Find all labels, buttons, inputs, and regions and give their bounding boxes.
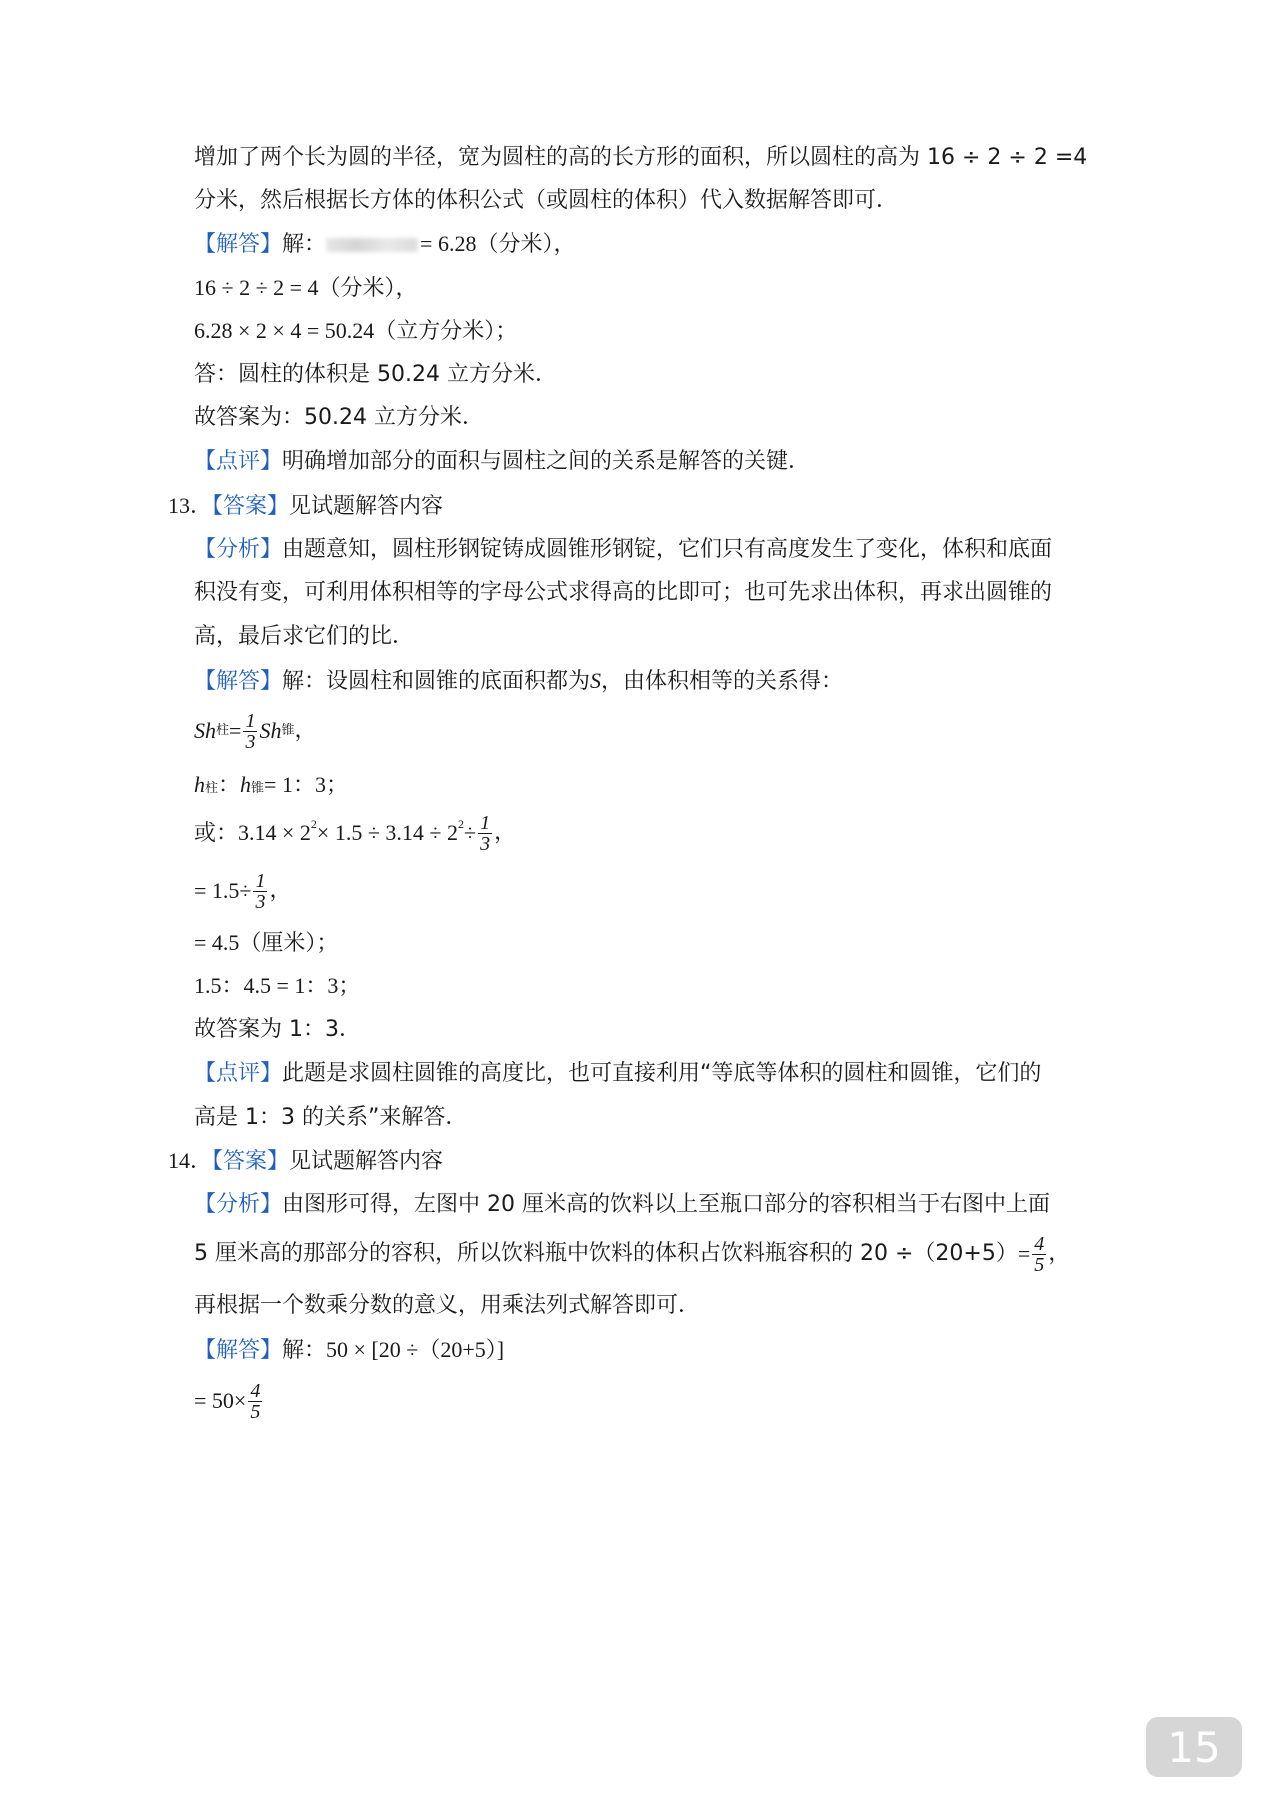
solution-tag: 【解答】 bbox=[194, 669, 283, 694]
subscript: 柱 bbox=[205, 781, 219, 796]
numerator: 1 bbox=[255, 869, 266, 892]
punct: ， bbox=[494, 820, 517, 845]
answer-line: 故答案为 1：3． bbox=[194, 1017, 361, 1042]
text-span: 此题是求圆柱圆锥的高度比，也可直接利用“等底等体积的圆柱和圆锥，它们的 bbox=[282, 1061, 1042, 1086]
solution-line bbox=[194, 228, 575, 261]
solution-line bbox=[194, 665, 843, 698]
question-13-header bbox=[168, 490, 443, 523]
fraction bbox=[248, 1381, 262, 1422]
equals-sign: = bbox=[229, 718, 242, 743]
equation-line: 6.28 × 2 × 4 = 50.24（立方分米）； bbox=[194, 318, 518, 343]
colon: ： bbox=[218, 773, 241, 798]
punct: ， bbox=[1048, 1241, 1071, 1266]
text-span: 由图形可得，左图中 20 厘米高的饮料以上至瓶口部分的容积相当于右图中上面 bbox=[282, 1192, 1050, 1217]
denominator: 3 bbox=[245, 730, 256, 753]
text-span: 由题意知，圆柱形钢锭铸成圆锥形钢锭，它们只有高度发生了变化，体积和底面 bbox=[282, 537, 1053, 562]
answer-line: 故答案为：50.24 立方分米． bbox=[194, 405, 484, 430]
analysis-line: 再根据一个数乘分数的意义，用乘法列式解答即可． bbox=[194, 1293, 701, 1318]
math-term: h bbox=[240, 772, 252, 797]
numerator: 1 bbox=[245, 709, 256, 732]
comment-line: 高是 1：3 的关系”来解答． bbox=[194, 1105, 468, 1130]
numerator: 1 bbox=[480, 811, 491, 834]
subscript: 锥 bbox=[281, 723, 295, 738]
answer-tag: 【答案】 bbox=[212, 1149, 290, 1174]
page-number-badge: 15 bbox=[1146, 1717, 1242, 1777]
text-span: 解：50 × [20 ÷（20+5）] bbox=[282, 1337, 505, 1362]
text-span: × 1.5 ÷ 3.14 ÷ 2 bbox=[316, 820, 458, 845]
text-span: = 50× bbox=[194, 1388, 247, 1413]
text-span: 5 厘米高的那部分的容积，所以饮料瓶中饮料的体积占饮料瓶容积的 20 ÷（20+5） bbox=[194, 1241, 1018, 1266]
denominator: 3 bbox=[480, 832, 491, 855]
equation-line bbox=[194, 706, 316, 756]
solution-tag: 【解答】 bbox=[194, 1338, 283, 1363]
punct: ， bbox=[294, 718, 317, 743]
text-line: 增加了两个长为圆的半径，宽为圆柱的高的长方形的面积，所以圆柱的高为 16 ÷ 2 ÷ 2 =4 bbox=[194, 145, 1088, 170]
text-span: 解：设圆柱和圆锥的底面积都为 bbox=[282, 669, 591, 694]
question-number: 14． bbox=[168, 1148, 213, 1173]
math-term: Sh bbox=[194, 718, 216, 743]
comment-tag: 【点评】 bbox=[194, 449, 283, 474]
comment-line bbox=[194, 1058, 1041, 1090]
text-span: = 1：3； bbox=[264, 772, 348, 797]
numerator: 4 bbox=[250, 1379, 261, 1402]
comment-tag: 【点评】 bbox=[194, 1061, 283, 1086]
analysis-line: 积没有变，可利用体积相等的字母公式求得高的比即可；也可先求出体积，再求出圆锥的 bbox=[194, 580, 1053, 605]
subscript: 柱 bbox=[216, 723, 230, 738]
analysis-tag: 【分析】 bbox=[194, 537, 283, 562]
text-span: 明确增加部分的面积与圆柱之间的关系是解答的关键． bbox=[282, 449, 811, 474]
equation-line: 16 ÷ 2 ÷ 2 = 4（分米）， bbox=[194, 275, 418, 300]
blurred-formula bbox=[326, 238, 418, 252]
fraction bbox=[1032, 1234, 1046, 1275]
analysis-line: 高，最后求它们的比． bbox=[194, 624, 415, 649]
question-14-header bbox=[168, 1145, 443, 1178]
superscript: 2 bbox=[310, 817, 317, 831]
comment-line bbox=[194, 446, 810, 478]
answer-line: 答：圆柱的体积是 50.24 立方分米． bbox=[194, 362, 557, 387]
math-term: Sh bbox=[259, 718, 282, 743]
text-span: = 1.5÷ bbox=[194, 878, 252, 903]
equation-line bbox=[194, 808, 516, 858]
analysis-line bbox=[194, 534, 1052, 566]
equation-line bbox=[194, 769, 348, 805]
text-line: 分米，然后根据长方体的体积公式（或圆柱的体积）代入数据解答即可． bbox=[194, 188, 899, 213]
text-span: 见试题解答内容 bbox=[289, 494, 444, 519]
superscript: 2 bbox=[457, 817, 464, 831]
equals-sign: = bbox=[1017, 1241, 1031, 1266]
denominator: 5 bbox=[1034, 1253, 1045, 1276]
text-span: 解： bbox=[282, 232, 327, 257]
equation-line: 1.5：4.5 = 1：3； bbox=[194, 973, 361, 998]
answer-tag: 【答案】 bbox=[212, 494, 290, 519]
text-span: 或：3.14 × 2 bbox=[194, 820, 311, 845]
fraction bbox=[243, 711, 257, 752]
variable-s: S bbox=[590, 668, 602, 693]
numerator: 4 bbox=[1034, 1232, 1045, 1255]
text-span: 见试题解答内容 bbox=[289, 1149, 444, 1174]
denominator: 3 bbox=[255, 890, 266, 913]
equation-line: = 4.5（厘米）； bbox=[194, 930, 339, 955]
solution-tag: 【解答】 bbox=[194, 232, 283, 257]
fraction bbox=[478, 813, 492, 854]
analysis-tag: 【分析】 bbox=[194, 1192, 283, 1217]
analysis-line bbox=[194, 1229, 1070, 1279]
punct: ， bbox=[269, 878, 292, 903]
divide-sign: ÷ bbox=[463, 820, 477, 845]
equation-line bbox=[194, 866, 292, 916]
subscript: 锥 bbox=[251, 781, 265, 796]
equation-line bbox=[194, 1376, 264, 1426]
denominator: 5 bbox=[250, 1400, 261, 1423]
text-span: ，由体积相等的关系得： bbox=[601, 669, 844, 694]
fraction bbox=[253, 871, 267, 912]
text-span: = 6.28（分米）， bbox=[420, 231, 576, 256]
analysis-line bbox=[194, 1189, 1050, 1221]
solution-line bbox=[194, 1334, 504, 1367]
math-term: h bbox=[194, 772, 205, 797]
question-number: 13． bbox=[168, 493, 213, 518]
